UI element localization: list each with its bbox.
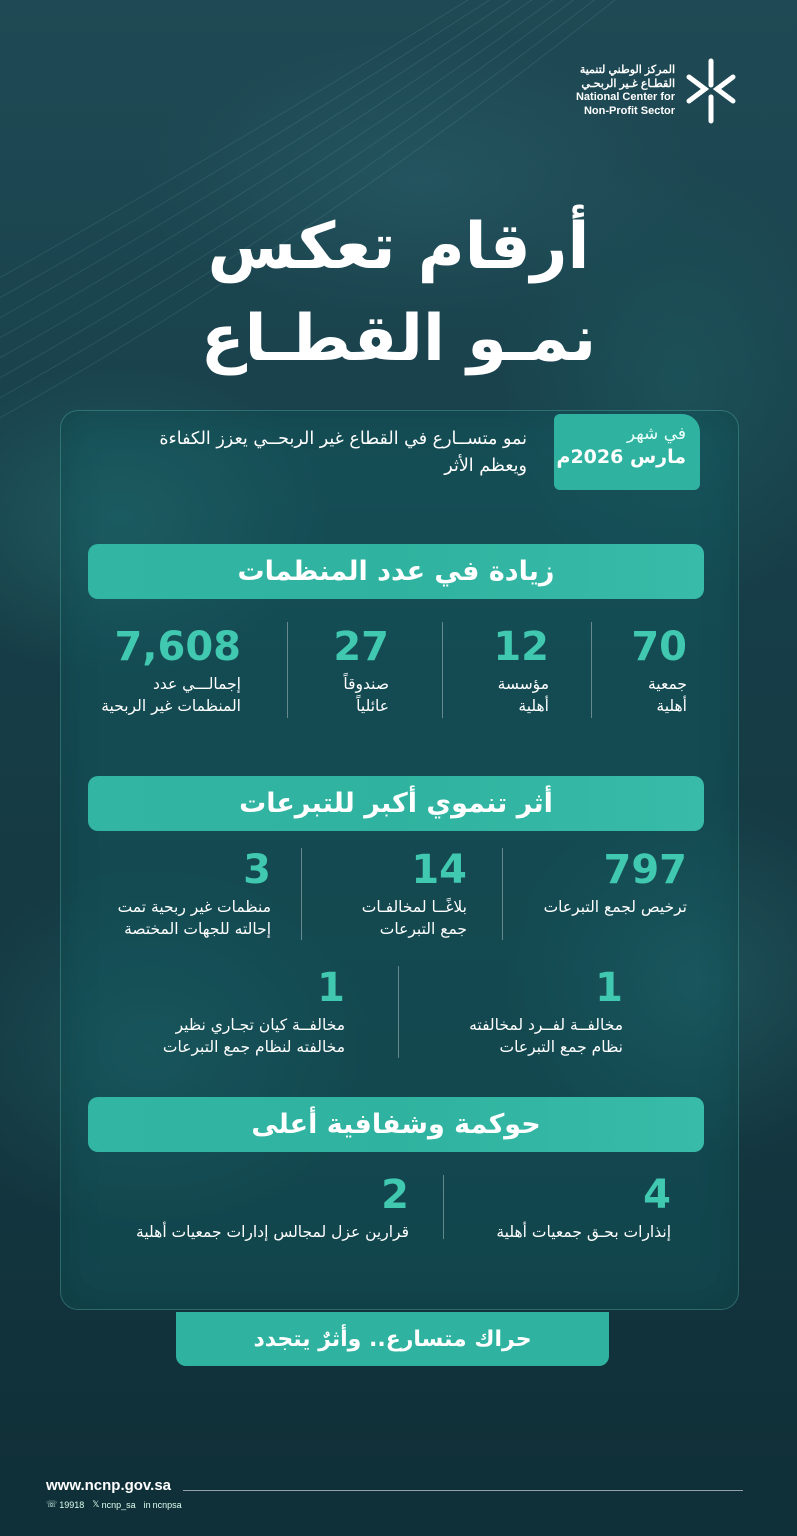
x-contact[interactable]: 𝕏 ncnp_sa [92,1499,136,1510]
stat-value: 2 [381,1172,409,1218]
stat-label: إجمالـــي عدد المنظمات غير الربحية [101,675,241,715]
stat-warnings [461,1173,671,1243]
stat-individual-violation [423,966,623,1058]
stat-label: إنذارات بحـق جمعيات أهلية [496,1223,671,1241]
intro-line-1: نمو متســارع في القطاع غير الربحــي يعزز الكفاءة [159,429,527,449]
stat-label: قرارين عزل لمجالس إدارات جمعيات أهلية [136,1223,409,1241]
stat-label: بلاغًــا لمخالفـات جمع التبرعات [361,898,467,938]
stat-value: 1 [317,965,345,1011]
divider [591,622,592,718]
stat-value: 12 [493,624,549,670]
section-title-donations: أثر تنموي أكبر للتبرعات [88,776,704,831]
divider [502,848,503,940]
stat-associations [547,625,687,717]
brand-name-ar-1: المركز الوطني لتنمية [579,64,675,76]
social-links [46,1499,182,1510]
brand-logo [576,55,737,127]
x-icon: 𝕏 [92,1499,100,1509]
linkedin-icon: in [143,1499,151,1510]
stat-donation-licenses [507,848,687,918]
stat-label: مؤسسة أهلية [497,675,549,715]
website-link[interactable]: www.ncnp.gov.sa [46,1477,172,1494]
footer-divider [183,1490,743,1491]
linkedin-contact[interactable]: in ncnpsa [143,1499,182,1510]
section-title-organizations: زيادة في عدد المنظمات [88,544,704,599]
phone-contact[interactable]: ☏ 19918 [46,1499,85,1510]
stat-label: صندوقاً عائلياً [343,675,389,715]
divider [398,966,399,1058]
stat-foundations [409,625,549,717]
closing-banner: حراك متسارع.. وأثرٌ يتجدد [176,1312,609,1366]
stat-label: مخالفــة كيان تجـاري نظير مخالفته لنظام جمع التبرعات [162,1016,345,1056]
stat-value: 1 [595,965,623,1011]
headline-line-2: نمـو القطـاع [200,302,597,376]
footer [0,1458,797,1536]
divider [442,622,443,718]
stat-commercial-violation [125,966,345,1058]
stat-label: منظمات غير ربحية تمت إحالته للجهات المختصة [117,898,271,938]
headline-line-1: أرقام تعكس [207,210,590,284]
ncnp-mark-icon [685,55,737,127]
brand-name-en-1: National Center for [575,91,675,103]
stat-value: 4 [643,1172,671,1218]
stat-value: 7,608 [114,624,241,670]
divider [287,622,288,718]
stat-value: 14 [411,847,467,893]
section-title-governance: حوكمة وشفافية أعلى [88,1097,704,1152]
stat-referred-organizations [81,848,271,940]
stat-family-funds [249,625,389,717]
stat-value: 3 [243,847,271,893]
brand-name-en-2: Non-Profit Sector [583,104,675,117]
divider [301,848,302,940]
stat-label: ترخيص لجمع التبرعات [543,898,687,916]
stat-total-organizations [41,625,241,717]
stat-label: مخالفــة لفــرد لمخالفته نظام جمع التبرعات [469,1016,623,1056]
stat-violation-reports [307,848,467,940]
brand-name-ar-2: القطـاع غـير الربحـي [581,77,675,90]
stat-value: 797 [603,847,687,893]
phone-icon: ☏ [46,1499,58,1509]
brand-name [576,64,675,118]
period-label: في شهر [626,424,686,444]
stat-board-dismissals [109,1173,409,1243]
stat-value: 70 [631,624,687,670]
period-value: مارس 2026م [556,446,686,468]
period-badge [554,414,700,490]
intro-text [87,426,527,480]
intro-line-2: ويعظم الأثر [444,456,527,476]
stat-label: جمعية أهلية [647,675,687,715]
divider [443,1175,444,1239]
stat-value: 27 [333,624,389,670]
